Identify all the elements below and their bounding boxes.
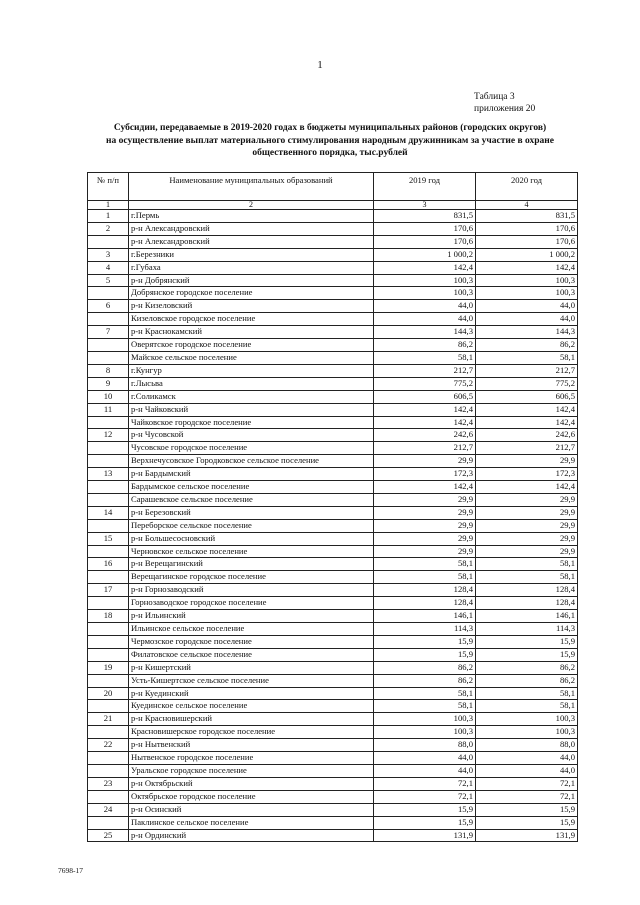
subsidy-table (87, 172, 578, 842)
table-row (88, 429, 578, 442)
row-number (88, 416, 129, 429)
table-row (88, 532, 578, 545)
table-row (88, 623, 578, 636)
value-2019: 100,3 (374, 274, 476, 287)
value-2020: 775,2 (476, 377, 578, 390)
value-2019: 86,2 (374, 674, 476, 687)
table-row (88, 390, 578, 403)
value-2020: 58,1 (476, 558, 578, 571)
table-row (88, 493, 578, 506)
table-row (88, 468, 578, 481)
value-2019: 172,3 (374, 468, 476, 481)
value-2020: 29,9 (476, 493, 578, 506)
value-2019: 29,9 (374, 455, 476, 468)
value-2020: 170,6 (476, 235, 578, 248)
table-reference (474, 91, 535, 115)
value-2020: 29,9 (476, 545, 578, 558)
table-row (88, 519, 578, 532)
row-name: Октябрьское городское поселение (129, 790, 374, 803)
value-2019: 128,4 (374, 597, 476, 610)
value-2020: 86,2 (476, 339, 578, 352)
value-2019: 29,9 (374, 545, 476, 558)
value-2019: 775,2 (374, 377, 476, 390)
table-row (88, 222, 578, 235)
table-row (88, 416, 578, 429)
value-2019: 86,2 (374, 339, 476, 352)
row-number (88, 674, 129, 687)
value-2020: 72,1 (476, 790, 578, 803)
row-number: 16 (88, 558, 129, 571)
row-number (88, 623, 129, 636)
row-name: г.Кунгур (129, 364, 374, 377)
row-number: 5 (88, 274, 129, 287)
row-number (88, 545, 129, 558)
value-2020: 144,3 (476, 326, 578, 339)
title-line2: на осуществление выплат материального стимулирования народным дружинникам за участие в охране (106, 135, 554, 146)
value-2020: 44,0 (476, 764, 578, 777)
value-2020: 29,9 (476, 455, 578, 468)
row-number (88, 726, 129, 739)
row-number: 18 (88, 610, 129, 623)
row-number: 4 (88, 261, 129, 274)
value-2020: 212,7 (476, 364, 578, 377)
row-name: р-н Бардымский (129, 468, 374, 481)
row-number: 11 (88, 403, 129, 416)
value-2020: 212,7 (476, 442, 578, 455)
table-row (88, 610, 578, 623)
row-name: р-н Ильинский (129, 610, 374, 623)
table-row (88, 739, 578, 752)
value-2019: 58,1 (374, 571, 476, 584)
row-number (88, 752, 129, 765)
row-name: Сарашевское сельское поселение (129, 493, 374, 506)
row-number: 13 (88, 468, 129, 481)
table-row (88, 545, 578, 558)
value-2019: 44,0 (374, 313, 476, 326)
row-number: 17 (88, 584, 129, 597)
row-number: 14 (88, 506, 129, 519)
row-name: Верещагинское городское поселение (129, 571, 374, 584)
value-2019: 58,1 (374, 687, 476, 700)
row-number: 25 (88, 829, 129, 842)
table-row (88, 506, 578, 519)
value-2020: 172,3 (476, 468, 578, 481)
value-2020: 114,3 (476, 623, 578, 636)
table-ref-line2: приложения 20 (474, 104, 536, 114)
row-name: р-н Красновишерский (129, 713, 374, 726)
col-number: 3 (374, 201, 476, 210)
value-2020: 29,9 (476, 519, 578, 532)
row-name: Черновское сельское поселение (129, 545, 374, 558)
row-number: 24 (88, 803, 129, 816)
table-row (88, 248, 578, 261)
row-number: 8 (88, 364, 129, 377)
table-row (88, 829, 578, 842)
table-row (88, 364, 578, 377)
table-body (88, 210, 578, 842)
value-2020: 15,9 (476, 816, 578, 829)
row-name: р-н Чайковский (129, 403, 374, 416)
value-2019: 15,9 (374, 648, 476, 661)
value-2020: 128,4 (476, 584, 578, 597)
table-row (88, 777, 578, 790)
table-header-row (88, 173, 578, 201)
value-2019: 15,9 (374, 816, 476, 829)
value-2019: 100,3 (374, 713, 476, 726)
value-2020: 1 000,2 (476, 248, 578, 261)
value-2020: 44,0 (476, 300, 578, 313)
row-name: г.Губаха (129, 261, 374, 274)
row-name: р-н Горнозаводский (129, 584, 374, 597)
value-2020: 128,4 (476, 597, 578, 610)
value-2019: 212,7 (374, 364, 476, 377)
row-name: Бардымское сельское поселение (129, 481, 374, 494)
row-number: 15 (88, 532, 129, 545)
table-row (88, 597, 578, 610)
value-2019: 100,3 (374, 287, 476, 300)
row-name: р-н Чусовской (129, 429, 374, 442)
value-2019: 29,9 (374, 506, 476, 519)
value-2019: 58,1 (374, 558, 476, 571)
row-name: Верхнечусовское Городковское сельское поселение (129, 455, 374, 468)
value-2019: 146,1 (374, 610, 476, 623)
row-number (88, 339, 129, 352)
value-2020: 142,4 (476, 261, 578, 274)
col-number: 2 (129, 201, 374, 210)
row-number (88, 648, 129, 661)
value-2019: 44,0 (374, 300, 476, 313)
value-2019: 242,6 (374, 429, 476, 442)
page-number: 1 (317, 59, 323, 71)
row-number: 22 (88, 739, 129, 752)
value-2019: 114,3 (374, 623, 476, 636)
document-title (70, 122, 590, 160)
row-name: Куединское сельское поселение (129, 700, 374, 713)
row-name: г.Лысьва (129, 377, 374, 390)
table-row (88, 235, 578, 248)
value-2020: 44,0 (476, 752, 578, 765)
row-number: 9 (88, 377, 129, 390)
value-2020: 242,6 (476, 429, 578, 442)
table-row (88, 481, 578, 494)
row-number (88, 816, 129, 829)
row-number: 20 (88, 687, 129, 700)
table-row (88, 558, 578, 571)
row-number (88, 764, 129, 777)
header-no: № п/п (88, 173, 129, 201)
row-name: г.Соликамск (129, 390, 374, 403)
row-number (88, 455, 129, 468)
value-2019: 142,4 (374, 261, 476, 274)
row-number (88, 493, 129, 506)
row-number: 21 (88, 713, 129, 726)
row-name: р-н Осинский (129, 803, 374, 816)
value-2019: 29,9 (374, 519, 476, 532)
row-number (88, 442, 129, 455)
row-number: 23 (88, 777, 129, 790)
row-name: р-н Кишертский (129, 661, 374, 674)
table-row (88, 210, 578, 223)
table-row (88, 713, 578, 726)
row-name: р-н Кизеловский (129, 300, 374, 313)
table-row (88, 635, 578, 648)
row-number (88, 635, 129, 648)
header-2020: 2020 год (476, 173, 578, 201)
value-2020: 72,1 (476, 777, 578, 790)
row-name: р-н Куединский (129, 687, 374, 700)
row-name: Чайковское городское поселение (129, 416, 374, 429)
value-2019: 100,3 (374, 726, 476, 739)
row-number (88, 235, 129, 248)
table-row (88, 403, 578, 416)
row-number (88, 571, 129, 584)
value-2019: 170,6 (374, 222, 476, 235)
value-2019: 72,1 (374, 790, 476, 803)
row-number (88, 519, 129, 532)
row-number (88, 287, 129, 300)
table-row (88, 687, 578, 700)
value-2020: 86,2 (476, 661, 578, 674)
value-2020: 58,1 (476, 351, 578, 364)
row-name: Горнозаводское городское поселение (129, 597, 374, 610)
table-row (88, 300, 578, 313)
value-2020: 146,1 (476, 610, 578, 623)
value-2020: 15,9 (476, 635, 578, 648)
row-name: Ильинское сельское поселение (129, 623, 374, 636)
value-2019: 44,0 (374, 764, 476, 777)
row-name: Филатовское сельское поселение (129, 648, 374, 661)
value-2020: 170,6 (476, 222, 578, 235)
row-name: Паклинское сельское поселение (129, 816, 374, 829)
table-row (88, 700, 578, 713)
row-name: Оверятское городское поселение (129, 339, 374, 352)
row-name: р-н Нытвенский (129, 739, 374, 752)
row-name: Добрянское городское поселение (129, 287, 374, 300)
row-name: р-н Верещагинский (129, 558, 374, 571)
col-number: 4 (476, 201, 578, 210)
table-ref-line1: Таблица 3 (474, 92, 515, 102)
row-name: Нытвенское городское поселение (129, 752, 374, 765)
value-2019: 86,2 (374, 661, 476, 674)
table-row (88, 661, 578, 674)
value-2020: 15,9 (476, 803, 578, 816)
table-row (88, 326, 578, 339)
value-2019: 142,4 (374, 416, 476, 429)
row-number (88, 351, 129, 364)
value-2019: 128,4 (374, 584, 476, 597)
table-row (88, 790, 578, 803)
row-name: р-н Большесосновский (129, 532, 374, 545)
title-line3: общественного порядка, тыс.рублей (252, 148, 408, 158)
table-row (88, 351, 578, 364)
footer-code: 7698-17 (58, 866, 83, 875)
header-2019: 2019 год (374, 173, 476, 201)
value-2019: 142,4 (374, 481, 476, 494)
value-2020: 15,9 (476, 648, 578, 661)
row-number: 6 (88, 300, 129, 313)
row-number (88, 790, 129, 803)
value-2019: 606,5 (374, 390, 476, 403)
value-2019: 58,1 (374, 351, 476, 364)
value-2020: 131,9 (476, 829, 578, 842)
value-2020: 29,9 (476, 532, 578, 545)
value-2019: 170,6 (374, 235, 476, 248)
row-number: 12 (88, 429, 129, 442)
value-2020: 606,5 (476, 390, 578, 403)
table-row (88, 726, 578, 739)
table-row (88, 674, 578, 687)
value-2019: 142,4 (374, 403, 476, 416)
value-2019: 15,9 (374, 635, 476, 648)
row-name: Кизеловское городское поселение (129, 313, 374, 326)
title-line1: Субсидии, передаваемые в 2019-2020 годах в бюджеты муниципальных районов (городских округов) (113, 123, 547, 133)
value-2020: 44,0 (476, 313, 578, 326)
row-name: Майское сельское поселение (129, 351, 374, 364)
row-name: р-н Александровский (129, 235, 374, 248)
table-row (88, 287, 578, 300)
value-2020: 100,3 (476, 274, 578, 287)
value-2020: 86,2 (476, 674, 578, 687)
value-2019: 88,0 (374, 739, 476, 752)
value-2020: 58,1 (476, 571, 578, 584)
value-2020: 88,0 (476, 739, 578, 752)
row-name: Переборское сельское поселение (129, 519, 374, 532)
row-name: Чусовское городское поселение (129, 442, 374, 455)
table-row (88, 261, 578, 274)
row-number: 3 (88, 248, 129, 261)
value-2019: 131,9 (374, 829, 476, 842)
row-name: р-н Добрянский (129, 274, 374, 287)
table-row (88, 803, 578, 816)
table-row (88, 313, 578, 326)
value-2019: 72,1 (374, 777, 476, 790)
row-name: г.Березники (129, 248, 374, 261)
column-number-row (88, 201, 578, 210)
value-2020: 100,3 (476, 287, 578, 300)
table-row (88, 752, 578, 765)
row-name: Чермозское городское поселение (129, 635, 374, 648)
row-number (88, 313, 129, 326)
value-2019: 1 000,2 (374, 248, 476, 261)
table-row (88, 339, 578, 352)
value-2020: 29,9 (476, 506, 578, 519)
table-row (88, 648, 578, 661)
row-name: Усть-Кишертское сельское поселение (129, 674, 374, 687)
row-name: р-н Березовский (129, 506, 374, 519)
value-2019: 144,3 (374, 326, 476, 339)
row-name: р-н Октябрьский (129, 777, 374, 790)
value-2020: 100,3 (476, 713, 578, 726)
value-2019: 58,1 (374, 700, 476, 713)
row-number (88, 700, 129, 713)
value-2020: 142,4 (476, 416, 578, 429)
table-row (88, 584, 578, 597)
col-number: 1 (88, 201, 129, 210)
value-2020: 58,1 (476, 700, 578, 713)
table-row (88, 377, 578, 390)
value-2019: 831,5 (374, 210, 476, 223)
row-number: 1 (88, 210, 129, 223)
row-number (88, 597, 129, 610)
value-2020: 831,5 (476, 210, 578, 223)
row-name: р-н Краснокамский (129, 326, 374, 339)
row-name: Уральское городское поселение (129, 764, 374, 777)
value-2020: 100,3 (476, 726, 578, 739)
table-row (88, 442, 578, 455)
row-number: 7 (88, 326, 129, 339)
row-number: 2 (88, 222, 129, 235)
value-2019: 15,9 (374, 803, 476, 816)
value-2020: 58,1 (476, 687, 578, 700)
row-number: 10 (88, 390, 129, 403)
row-name: г.Пермь (129, 210, 374, 223)
value-2019: 212,7 (374, 442, 476, 455)
value-2019: 44,0 (374, 752, 476, 765)
value-2020: 142,4 (476, 403, 578, 416)
value-2019: 29,9 (374, 493, 476, 506)
row-name: р-н Ординский (129, 829, 374, 842)
header-name: Наименование муниципальных образований (129, 173, 374, 201)
table-row (88, 274, 578, 287)
value-2019: 29,9 (374, 532, 476, 545)
row-number (88, 481, 129, 494)
table-row (88, 571, 578, 584)
table-row (88, 764, 578, 777)
table-row (88, 455, 578, 468)
row-name: р-н Александровский (129, 222, 374, 235)
row-number: 19 (88, 661, 129, 674)
row-name: Красновишерское городское поселение (129, 726, 374, 739)
table-row (88, 816, 578, 829)
value-2020: 142,4 (476, 481, 578, 494)
